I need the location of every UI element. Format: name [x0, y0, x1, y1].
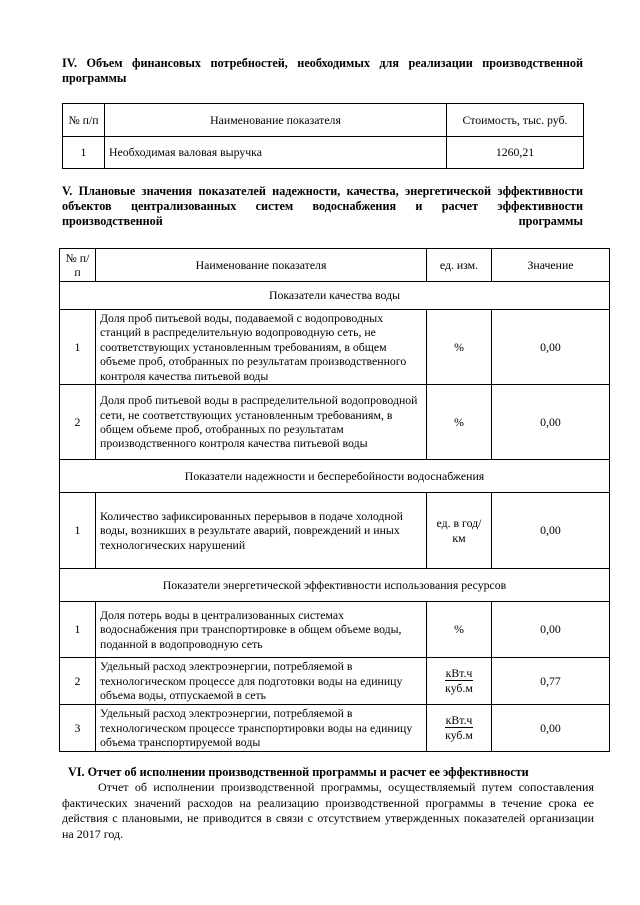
- row-num: 2: [60, 385, 96, 460]
- unit-fraction: [445, 666, 474, 695]
- group-title: Показатели надежности и бесперебойности водоснабжения: [60, 460, 610, 493]
- section6-title: VI. Отчет об исполнении производственной программы и расчет ее эффективности: [68, 765, 529, 779]
- row-name: Доля потерь воды в централизованных системах водоснабжения при транспортировке в общем объеме воды, поданной в водопроводную сеть: [96, 602, 427, 658]
- table-row: [60, 658, 610, 705]
- financial-needs-table: [62, 103, 584, 169]
- group-title: Показатели энергетической эффективности использования ресурсов: [60, 569, 610, 602]
- table-row: [60, 705, 610, 752]
- unit-denominator: куб.м: [445, 728, 473, 743]
- row-num: 3: [60, 705, 96, 752]
- unit-denominator: куб.м: [445, 681, 473, 696]
- row-value: 0,00: [492, 602, 610, 658]
- col-header-cost: Стоимость, тыс. руб.: [447, 104, 584, 137]
- table-row: [60, 493, 610, 569]
- row-unit: [427, 658, 492, 705]
- group-row-water-quality: [60, 282, 610, 310]
- section6-text: Отчет об исполнении производственной программы, осуществляемый путем сопоставления фактических значений расходов на реализацию производственной программы в течение срока ее действия с плановыми, не приводится в связи с отсутствием утвержденных показателей организации на 2017 год.: [62, 780, 594, 841]
- row-value: 0,00: [492, 310, 610, 385]
- table-header-row: [60, 249, 610, 282]
- col-header-name: Наименование показателя: [96, 249, 427, 282]
- col-header-num: № п/п: [60, 249, 96, 282]
- row-name: Необходимая валовая выручка: [105, 137, 447, 169]
- row-name: Количество зафиксированных перерывов в подаче холодной воды, возникших в результате аварий, повреждений и иных технологических нарушений: [96, 493, 427, 569]
- row-name: Доля проб питьевой воды в распределительной водопроводной сети, не соответствующих установленным требованиям, в общем объеме проб, отобранных по результатам производственного контроля качества питьевой воды: [96, 385, 427, 460]
- unit-numerator: кВт.ч: [445, 713, 473, 728]
- indicators-table: [59, 248, 610, 752]
- group-row-energy-efficiency: [60, 569, 610, 602]
- row-unit: ед. в год/ км: [427, 493, 492, 569]
- section5-title-text: V. Плановые значения показателей надежности, качества, энергетической эффективности объектов централизованных систем водоснабжения и расчет эффективности производственной программы: [62, 184, 583, 228]
- group-title: Показатели качества воды: [60, 282, 610, 310]
- row-value: 1260,21: [447, 137, 584, 169]
- row-value: 0,77: [492, 658, 610, 705]
- row-name: Удельный расход электроэнергии, потребляемой в технологическом процессе для подготовки воды на единицу объема воды, отпускаемой в сеть: [96, 658, 427, 705]
- row-num: 2: [60, 658, 96, 705]
- col-header-unit: ед. изм.: [427, 249, 492, 282]
- group-row-reliability: [60, 460, 610, 493]
- row-value: 0,00: [492, 385, 610, 460]
- unit-numerator: кВт.ч: [445, 666, 473, 681]
- table-header-row: [63, 104, 584, 137]
- row-unit: [427, 705, 492, 752]
- row-value: 0,00: [492, 493, 610, 569]
- row-num: 1: [60, 310, 96, 385]
- col-header-num: № п/п: [63, 104, 105, 137]
- row-name: Доля проб питьевой воды, подаваемой с водопроводных станций в распределительную водопроводную сеть, не соответствующих установленным требованиям, в общем объеме проб, отобранных по результатам производственного контроля качества питьевой воды: [96, 310, 427, 385]
- row-name: Удельный расход электроэнергии, потребляемой в технологическом процессе транспортировки воды на единицу объема транспортируемой воды: [96, 705, 427, 752]
- section5-title: [62, 184, 583, 244]
- table-row: [63, 137, 584, 169]
- table-row: [60, 385, 610, 460]
- col-header-value: Значение: [492, 249, 610, 282]
- table-row: [60, 310, 610, 385]
- row-unit: %: [427, 310, 492, 385]
- row-unit: %: [427, 602, 492, 658]
- row-num: 1: [60, 493, 96, 569]
- col-header-name: Наименование показателя: [105, 104, 447, 137]
- row-value: 0,00: [492, 705, 610, 752]
- row-unit: %: [427, 385, 492, 460]
- row-num: 1: [63, 137, 105, 169]
- unit-fraction: [445, 713, 474, 742]
- section4-title: IV. Объем финансовых потребностей, необходимых для реализации производственной программы: [62, 56, 583, 85]
- row-num: 1: [60, 602, 96, 658]
- table-row: [60, 602, 610, 658]
